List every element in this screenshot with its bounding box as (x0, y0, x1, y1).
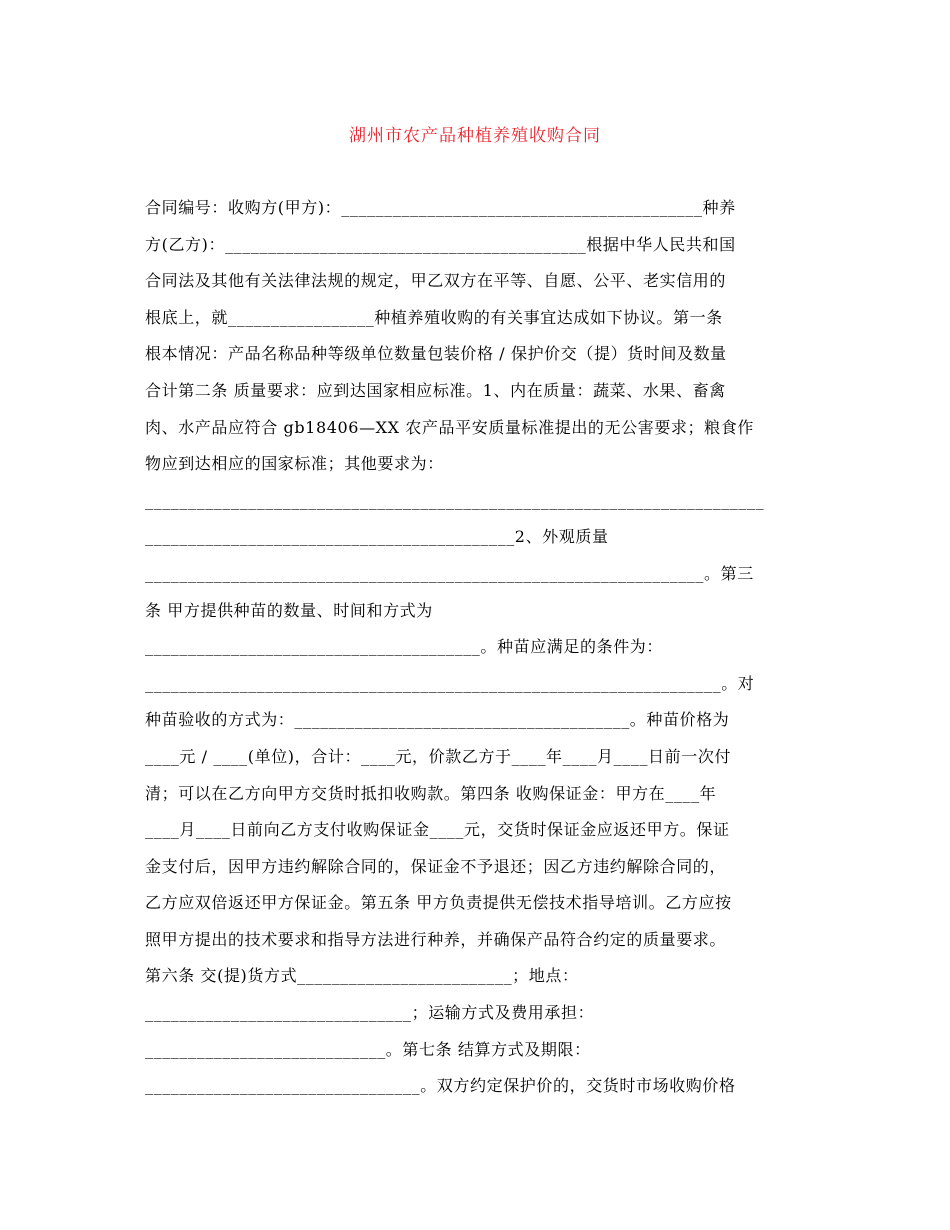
contract-body (145, 190, 810, 1105)
text-line: 方(乙方)：__________________________________________根据中华人民共和国 (145, 234, 736, 254)
text-line: ___________________________________________2、外观质量 (145, 527, 609, 547)
text-line: 种苗验收的方式为：_______________________________________。种苗价格为 (145, 710, 730, 730)
text-line: ___________________________________________________________________。对 (145, 673, 755, 693)
text-line: 肉、水产品应符合 gb18406—XX 农产品平安质量标准提出的无公害要求；粮食作 (145, 417, 754, 437)
text-line: _______________________________；运输方式及费用承担： (145, 1003, 595, 1023)
text-line: _________________________________________________________________。第三 (145, 563, 754, 583)
text-line: 根底上，就_________________种植养殖收购的有关事宜达成如下协议。第一条 (145, 307, 723, 327)
text-line: ____月____日前向乙方支付收购保证金____元，交货时保证金应返还甲方。保证 (145, 820, 730, 840)
text-line: 物应到达相应的国家标准；其他要求为： (145, 454, 444, 474)
text-line: 合同法及其他有关法律法规的规定，甲乙双方在平等、自愿、公平、老实信用的 (145, 271, 727, 291)
text-line: 条 甲方提供种苗的数量、时间和方式为 (145, 600, 433, 620)
text-line: 合同编号：收购方(甲方)：__________________________________________种养 (145, 198, 736, 217)
text-line: ____________________________。第七条 结算方式及期限： (145, 1039, 591, 1059)
text-line: 清；可以在乙方向甲方交货时抵扣收购款。第四条 收购保证金：甲方在____年 (145, 783, 717, 803)
text-line: 根本情况：产品名称品种等级单位数量包装价格 / 保护价交（提）货时间及数量 (145, 344, 727, 364)
text-line: 第六条 交(提)货方式_________________________；地点： (145, 966, 579, 986)
text-line: 金支付后，因甲方违约解除合同的，保证金不予退还；因乙方违约解除合同的， (145, 856, 727, 876)
text-line: ____元 / ____(单位)，合计：____元，价款乙方于____年____月____日前一次付 (145, 746, 732, 766)
page-title: 湖州市农产品种植养殖收购合同 (349, 126, 601, 146)
text-line: _______________________________________。种苗应满足的条件为： (145, 637, 663, 657)
blank-line: ________________________________________________________________________ (145, 490, 765, 510)
text-line: 乙方应双倍返还甲方保证金。第五条 甲方负责提供无偿技术指导培训。乙方应按 (145, 893, 732, 913)
text-line: ________________________________。双方约定保护价的，交货时市场收购价格 (145, 1076, 736, 1096)
text-line: 合计第二条 质量要求：应到达国家相应标准。1、内在质量：蔬菜、水果、畜禽 (145, 380, 726, 400)
text-line: 照甲方提出的技术要求和指导方法进行种养，并确保产品符合约定的质量要求。 (145, 929, 727, 949)
